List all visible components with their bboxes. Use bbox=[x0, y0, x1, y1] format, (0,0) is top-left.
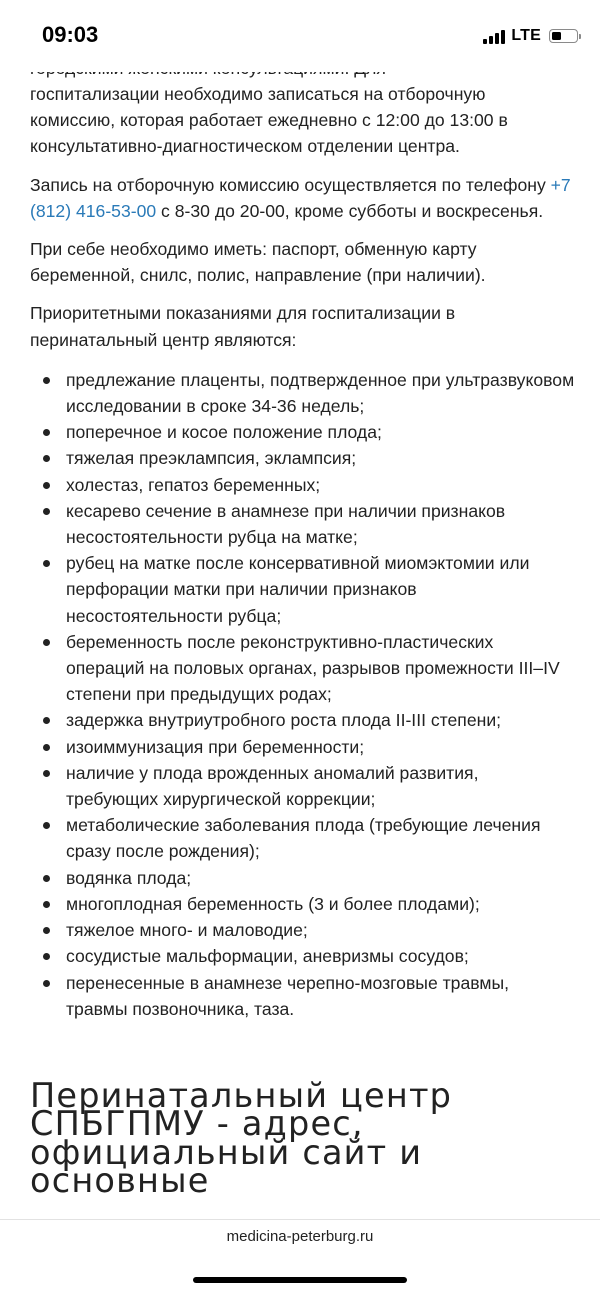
network-type-label: LTE bbox=[511, 27, 541, 44]
bullet-icon bbox=[43, 639, 50, 646]
list-item bbox=[30, 760, 575, 812]
list-item-text: метаболические заболевания плода (требующие лечения сразу после рождения); bbox=[66, 815, 541, 862]
bullet-icon bbox=[43, 455, 50, 462]
phone-link[interactable]: +7 (812) 416-53-00 bbox=[30, 174, 571, 221]
list-item-text: изоиммунизация при беременности; bbox=[66, 736, 365, 757]
list-item bbox=[30, 550, 575, 629]
bullet-icon bbox=[43, 482, 50, 489]
list-item bbox=[30, 891, 575, 917]
list-item-text: перенесенные в анамнезе черепно-мозговые травмы, травмы позвоночника, таза. bbox=[66, 972, 510, 1019]
bullet-icon bbox=[43, 717, 50, 724]
list-item-text: многоплодная беременность (3 и более плодами); bbox=[66, 893, 480, 914]
list-item bbox=[30, 917, 575, 943]
bullet-icon bbox=[43, 953, 50, 960]
list-item-text: предлежание плаценты, подтвержденное при ультразвуковом исследовании в сроке 34-36 недель; bbox=[66, 369, 575, 417]
browser-url-bar[interactable] bbox=[0, 1219, 600, 1298]
bullet-icon bbox=[43, 927, 50, 934]
list-item-text: тяжелая преэклампсия, эклампсия; bbox=[66, 448, 357, 469]
list-item bbox=[30, 812, 575, 864]
list-item bbox=[30, 367, 575, 419]
home-indicator[interactable] bbox=[193, 1277, 407, 1283]
list-item-text: беременность после реконструктивно-пластических операций на половых органах, разрывов промежности III–IV степени при предыдущих родах; bbox=[66, 631, 560, 705]
bullet-icon bbox=[43, 429, 50, 436]
list-item-text: поперечное и косое положение плода; bbox=[66, 422, 382, 443]
list-item bbox=[30, 472, 575, 498]
status-time: 09:03 bbox=[42, 22, 99, 47]
list-item bbox=[30, 943, 575, 969]
status-bar bbox=[0, 0, 600, 72]
article-body bbox=[30, 55, 575, 1201]
list-item bbox=[30, 498, 575, 550]
list-item bbox=[30, 445, 575, 471]
list-item-text: задержка внутриутробного роста плода II-III степени; bbox=[66, 710, 502, 731]
bullet-icon bbox=[43, 744, 50, 751]
list-item-text: тяжелое много- и маловодие; bbox=[66, 920, 308, 941]
list-item bbox=[30, 419, 575, 445]
battery-icon bbox=[549, 29, 578, 43]
bullet-icon bbox=[43, 980, 50, 987]
list-item-text: рубец на матке после консервативной миомэктомии или перфорации матки при наличии признаков несостоятельности рубца; bbox=[66, 553, 530, 626]
list-item-text: кесарево сечение в анамнезе при наличии признаков несостоятельности рубца на матке; bbox=[66, 500, 506, 548]
section-heading: Перинатальный центр СПБГПМУ - адрес, официальный сайт и основные bbox=[30, 1075, 453, 1201]
bullet-icon bbox=[43, 508, 50, 515]
list-item-text: сосудистые мальформации, аневризмы сосудов; bbox=[66, 946, 469, 967]
paragraph-phone-text-before: Запись на отборочную комиссию осуществляется по телефону bbox=[30, 174, 551, 195]
bullet-icon bbox=[43, 377, 50, 384]
paragraph-documents: При себе необходимо иметь: паспорт, обменную карту беременной, снилс, полис, направление (при наличии). bbox=[30, 239, 486, 286]
list-item bbox=[30, 970, 575, 1022]
list-item-text: холестаз, гепатоз беременных; bbox=[66, 474, 321, 495]
indications-list bbox=[30, 367, 575, 1022]
list-item bbox=[30, 734, 575, 760]
list-item bbox=[30, 707, 575, 733]
url-text[interactable]: medicina-peterburg.ru bbox=[226, 1228, 374, 1245]
paragraph-hospitalization: госпитализации необходимо записаться на отборочную комиссию, которая работает ежедневно с 12:00 до 13:00 в консультативно-диагностическом отделении центра. bbox=[30, 84, 508, 157]
list-item bbox=[30, 865, 575, 891]
list-item-text: наличие у плода врожденных аномалий развития, требующих хирургической коррекции; bbox=[66, 762, 479, 810]
bullet-icon bbox=[43, 901, 50, 908]
bullet-icon bbox=[43, 770, 50, 777]
list-item bbox=[30, 629, 575, 708]
paragraph-phone-text-after: с 8-30 до 20-00, кроме субботы и воскресенья. bbox=[156, 200, 544, 221]
bullet-icon bbox=[43, 560, 50, 567]
list-item-text: водянка плода; bbox=[66, 867, 192, 888]
cellular-signal-icon bbox=[483, 28, 505, 44]
bullet-icon bbox=[43, 875, 50, 882]
bullet-icon bbox=[43, 822, 50, 829]
paragraph-priority: Приоритетными показаниями для госпитализации в перинатальный центр являются: bbox=[30, 303, 456, 350]
paragraph-phone bbox=[30, 172, 575, 224]
status-icons bbox=[483, 26, 578, 46]
